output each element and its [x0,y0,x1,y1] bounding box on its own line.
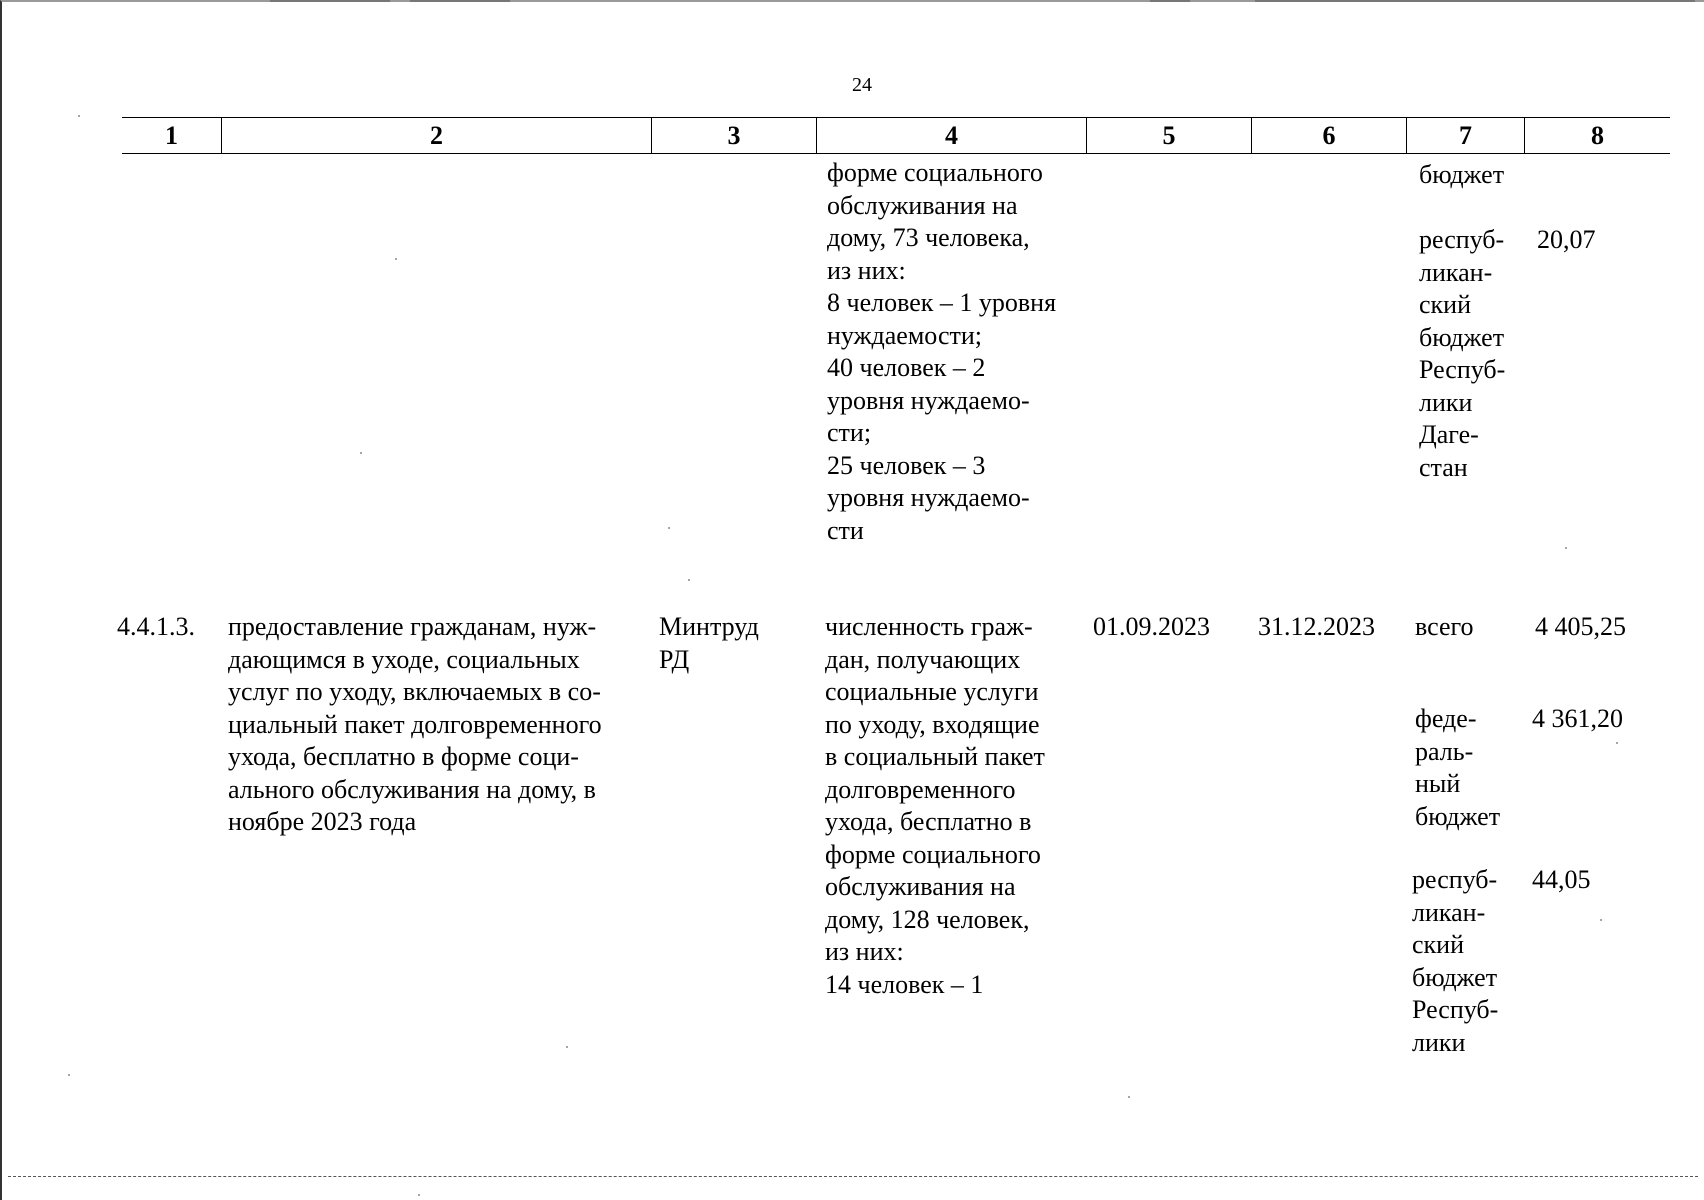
text-line: численность граж- [825,612,1033,641]
text-line: форме социального [825,839,1041,869]
column-header: 4 [817,118,1087,153]
text-line: ликан- [1419,257,1493,287]
text-line: Минтруд [659,612,759,641]
text-line: ухода, бесплатно в [825,807,1032,836]
text-line: бюджет [1412,962,1498,992]
text-line: из них: [827,255,906,285]
text-line: предоставление гражданам, нуж- [228,612,597,641]
text-line: Даге- [1419,420,1479,449]
text-line: 8 человек – 1 уровня [827,288,1057,317]
text-line: ликан- [1412,897,1486,927]
text-line: Респуб- [1419,355,1506,384]
text-line: сти [827,515,864,545]
text-line: бюджет [1419,322,1505,352]
republic-budget-cell [1412,864,1522,1059]
column-header: 8 [1591,121,1604,150]
indicator-cell [825,611,1070,1001]
text-line: респуб- [1412,865,1498,894]
funding-source-cell [1419,224,1529,484]
scan-artifact [566,1046,568,1048]
text-line: дающимся в уходе, социальных [228,644,580,674]
text-line: 14 человек – 1 [825,969,984,999]
text-line: 25 человек – 3 [827,450,986,480]
text-line: в социальный пакет [825,742,1045,771]
scan-artifact [410,0,510,2]
scan-artifact [1565,547,1567,549]
indicator-cell-continued [827,157,1075,547]
text-line: услуг по уходу, включаемых в со- [228,677,601,706]
table-header [122,117,1670,154]
text-line: ский [1412,930,1464,959]
scan-artifact [78,115,80,117]
text-line: лики [1412,1027,1466,1057]
text-line: феде- [1415,704,1477,733]
text-line: форме социального [827,158,1043,187]
scan-artifact [668,527,670,529]
text-line: дан, получающих [825,644,1021,674]
text-line: Респуб- [1412,995,1499,1024]
text-line: ный [1415,769,1461,798]
text-line: раль- [1415,736,1474,766]
row-number: 4.4.1.3. [117,612,195,641]
column-header: 2 [222,118,652,153]
federal-amount-cell: 4 361,20 [1532,704,1623,733]
text-line: социальные услуги [825,677,1039,706]
scan-artifact [395,258,397,260]
total-amount-cell: 4 405,25 [1535,612,1626,641]
scan-artifact [1600,919,1602,921]
federal-budget-cell [1415,703,1525,833]
text-line: обслуживания на [827,190,1018,220]
scan-artifact [418,1194,420,1196]
text-line: лики [1419,387,1473,417]
text-line: долговременного [825,774,1016,804]
scan-artifact [688,579,690,581]
end-date-cell: 31.12.2023 [1258,612,1375,641]
text-line: РД [659,644,690,674]
text-line: бюджет [1415,801,1501,831]
text-line: респуб- [1419,225,1505,254]
text-line: стан [1419,452,1468,482]
total-label-cell: всего [1415,612,1474,641]
column-header: 3 [652,118,817,153]
column-header: 5 [1087,118,1252,153]
text-line: дому, 128 человек, [825,904,1030,934]
column-header: 7 [1407,118,1525,153]
amount-cell: 20,07 [1537,225,1596,254]
column-header: 1 [122,118,222,153]
text-line: циальный пакет долговременного [228,709,602,739]
text-line: дому, 73 человека, [827,223,1030,252]
page-number: 24 [852,74,872,96]
start-date-cell: 01.09.2023 [1093,612,1210,641]
text-line: сти; [827,418,872,447]
column-header: 6 [1252,118,1407,153]
text-line: ский [1419,290,1471,319]
text-line: обслуживания на [825,872,1016,901]
scan-artifact [1255,0,1695,2]
text-line: 40 человек – 2 [827,353,986,382]
republic-amount-cell: 44,05 [1532,865,1591,894]
text-line: уровня нуждаемо- [827,385,1030,415]
bottom-rule [8,1176,1698,1177]
scan-artifact [1616,742,1618,744]
text-line: ноябре 2023 года [228,807,417,836]
description-cell [228,611,637,839]
text-line: из них: [825,937,904,966]
scan-artifact [68,1074,70,1076]
text-line: нуждаемости; [827,320,982,350]
scan-artifact [360,452,362,454]
text-line: уровня нуждаемо- [827,483,1030,512]
funding-source-cell: бюджет [1419,160,1505,189]
text-line: ального обслуживания на дому, в [228,774,596,804]
scan-artifact [1128,1096,1130,1098]
text-line: по уходу, входящие [825,709,1040,739]
text-line: ухода, бесплатно в форме соци- [228,742,579,771]
executor-cell [659,611,799,676]
scan-artifact [1150,0,1190,2]
scan-artifact [270,0,390,2]
